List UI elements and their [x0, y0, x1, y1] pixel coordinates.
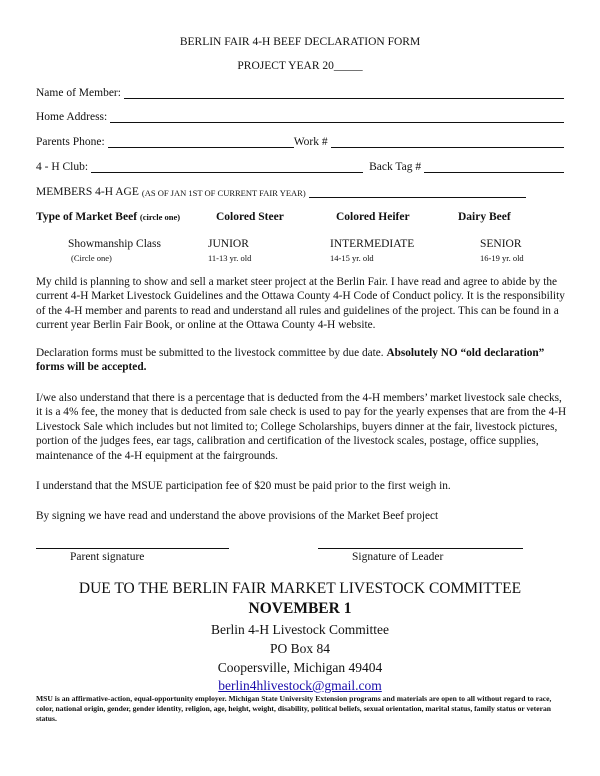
class-intermediate[interactable]: INTERMEDIATE: [330, 238, 415, 250]
beef-type-label: Type of Market Beef: [36, 211, 138, 223]
agreement-paragraph: My child is planning to show and sell a market steer project at the Berlin Fair. I have read and agree to abide by the current 4-H Market Livestock Guidelines and the Ottawa County 4-H Code of Conduct policy. It is the responsibility of the 4-H member and parents to read and understand all rules and guidelines of the project. This can be found in a current year Berlin Fair Book, or online at the Ottawa County 4-H website.: [36, 276, 565, 332]
age-note: (AS OF JAN 1ST OF CURRENT FAIR YEAR): [141, 188, 306, 198]
option-dairy-beef[interactable]: Dairy Beef: [458, 211, 511, 223]
phone-row: [36, 135, 564, 148]
po-box: PO Box 84: [269, 641, 330, 656]
deadline-text: Declaration forms must be submitted to the livestock committee by due date.: [36, 347, 387, 359]
parent-signature-line[interactable]: [36, 548, 229, 549]
class-senior[interactable]: SENIOR: [480, 238, 522, 250]
age-label: MEMBERS 4-H AGE: [36, 186, 139, 198]
member-name-row: [36, 86, 564, 99]
fee-paragraph: I/we also understand that there is a percentage that is deducted from the 4-H members’ market livestock sale checks, it is a 4% fee, the money that is deducted from sale check is used to pay for the yearly expenses that are from the 4-H Livestock Sale which includes but not limited to; College Scholarships, buyers dinner at the fair, livestock pictures, portion of the judges fees, ear tags, calibration and certification of the livestock scales, postage, office supplies, maintenance of the 4-H equipment at the fairgrounds.: [36, 392, 567, 462]
due-date: NOVEMBER 1: [248, 600, 352, 617]
age-row: [36, 185, 526, 198]
member-name-field[interactable]: [124, 86, 564, 99]
contact-email-wrap: [0, 678, 600, 694]
contact-email-link[interactable]: berlin4hlivestock@gmail.com: [218, 678, 382, 693]
age-field[interactable]: [309, 185, 526, 198]
club-label: 4 - H Club:: [36, 161, 89, 173]
back-tag-label: Back Tag #: [369, 161, 422, 173]
option-colored-steer[interactable]: Colored Steer: [216, 211, 284, 223]
form-title: BERLIN FAIR 4-H BEEF DECLARATION FORM: [179, 36, 421, 48]
club-field[interactable]: [91, 160, 363, 173]
parents-phone-label: Parents Phone:: [36, 136, 105, 148]
class-junior[interactable]: JUNIOR: [208, 238, 249, 250]
class-junior-age: 11-13 yr. old: [208, 253, 252, 263]
parent-signature-label: Parent signature: [70, 551, 145, 563]
home-address-label: Home Address:: [36, 111, 108, 123]
club-row: [36, 160, 564, 173]
parents-phone-field[interactable]: [108, 135, 294, 148]
due-to-committee: DUE TO THE BERLIN FAIR MARKET LIVESTOCK COMMITTEE: [78, 580, 522, 597]
msu-equal-opportunity-notice: MSU is an affirmative-action, equal-opportunity employer. Michigan State University Extension programs and materials are open to all without regard to race, color, national origin, gender, gender identity, religion, age, height, weight, disability, political beliefs, sexual orientation, marital status, family status or veteran status.: [36, 694, 552, 723]
leader-signature-label: Signature of Leader: [352, 551, 444, 563]
no-old-forms-warning: Absolutely NO “old declaration” forms will be accepted.: [36, 347, 545, 374]
leader-signature-line[interactable]: [318, 548, 523, 549]
declaration-deadline-paragraph: [36, 346, 568, 375]
work-label: Work #: [293, 136, 328, 148]
beef-type-note: (circle one): [139, 212, 181, 222]
work-phone-field[interactable]: [331, 135, 564, 148]
back-tag-field[interactable]: [424, 160, 564, 173]
beef-type-label-group: [36, 211, 180, 223]
home-address-field[interactable]: [110, 110, 564, 123]
msue-fee-paragraph: I understand that the MSUE participation fee of $20 must be paid prior to the first weigh in.: [36, 480, 451, 492]
signing-statement: By signing we have read and understand the above provisions of the Market Beef project: [36, 510, 439, 522]
home-address-row: [36, 110, 564, 123]
class-senior-age: 16-19 yr. old: [480, 253, 524, 263]
option-colored-heifer[interactable]: Colored Heifer: [336, 211, 410, 223]
member-name-label: Name of Member:: [36, 87, 121, 99]
committee-name: Berlin 4-H Livestock Committee: [210, 622, 390, 637]
project-year: PROJECT YEAR 20_____: [237, 60, 363, 72]
city-address: Coopersville, Michigan 49404: [217, 660, 383, 675]
showmanship-label: Showmanship Class: [68, 238, 161, 250]
class-intermediate-age: 14-15 yr. old: [330, 253, 374, 263]
showmanship-note: (Circle one): [71, 253, 112, 263]
